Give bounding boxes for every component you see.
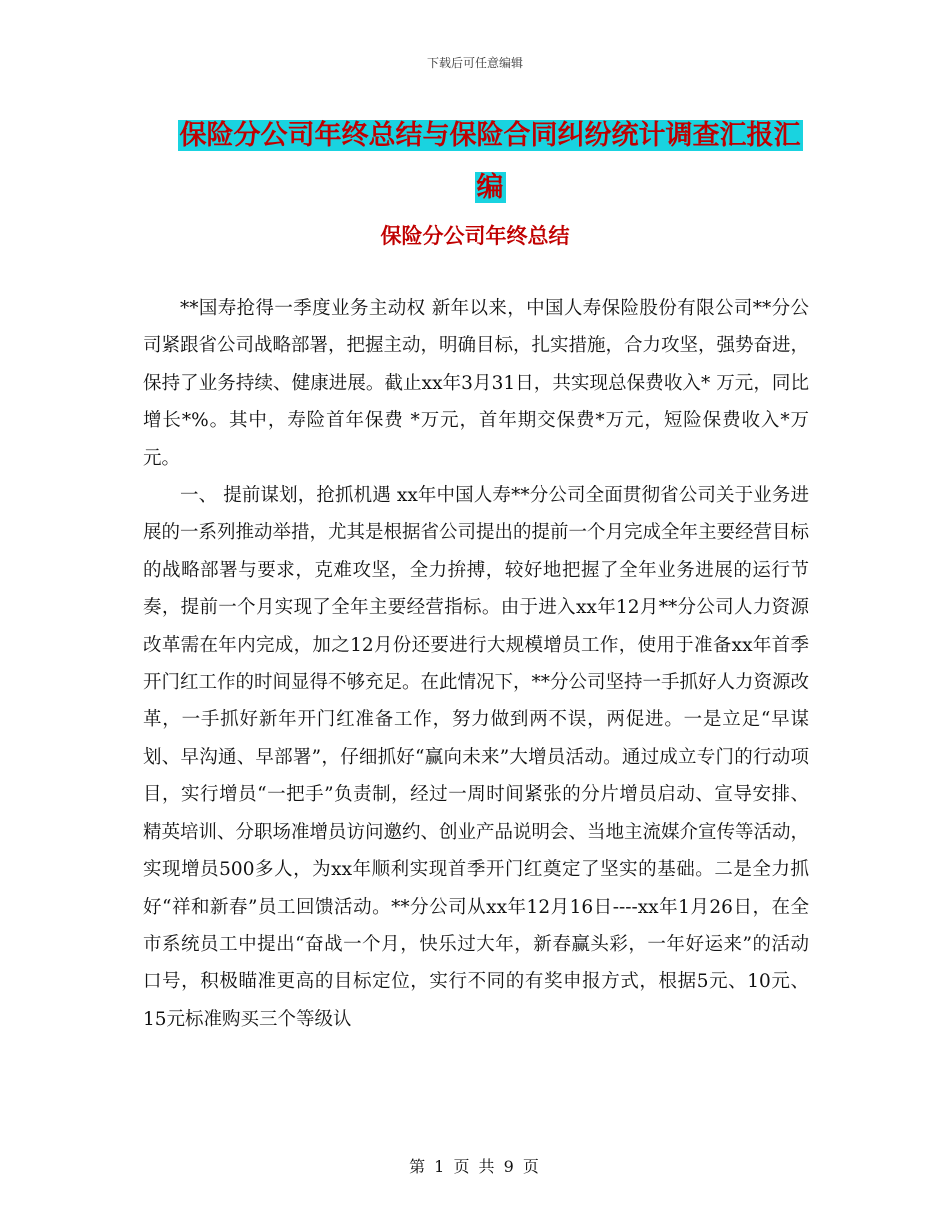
paragraph-intro: **国寿抢得一季度业务主动权 新年以来，中国人寿保险股份有限公司**分公司紧跟省公司战略部署，把握主动，明确目标，扎实措施，合力攻坚，强势奋进，保持了业务持续、健康进展。截止xx年3月31日，共实现总保费收入* 万元，同比增长*%。其中，寿险首年保费 *万元，首年期交保费*万元，短险保费收入*万元。 (143, 298, 810, 469)
section-title: 保险分公司年终总结 (380, 224, 570, 248)
document-title-line1: 保险分公司年终总结与保险合同纠纷统计调查汇报汇 (179, 120, 801, 151)
header-note: 下载后可任意编辑 (426, 56, 523, 70)
document-title (160, 110, 820, 214)
body-text (143, 290, 809, 1038)
paragraph-section-one: 一、 提前谋划，抢抓机遇 xx年中国人寿**分公司全面贯彻省公司关于业务进展的一系列推动举措，尤其是根据省公司提出的提前一个月完成全年主要经营目标的战略部署与要求，克难攻坚，全力拚搏，较好地把握了全年业务进展的运行节奏，提前一个月实现了全年主要经营指标。由于进入xx年12月**分公司人力资源改革需在年内完成，加之12月份还要进行大规模增员工作，使用于准备xx年首季开门红工作的时间显得不够充足。在此情况下，**分公司坚持一手抓好人力资源改革，一手抓好新年开门红准备工作，努力做到两不误，两促进。一是立足“早谋划、早沟通、早部署”，仔细抓好“赢向未来”大增员活动。通过成立专门的行动项目，实行增员“一把手”负责制，经过一周时间紧张的分片增员启动、宣导安排、精英培训、分职场准增员访问邀约、创业产品说明会、当地主流媒介宣传等活动，实现增员500多人，为xx年顺利实现首季开门红奠定了坚实的基础。二是全力抓好“祥和新春”员工回馈活动。**分公司从xx年12月16日----xx年1月26日，在全市系统员工中提出“奋战一个月，快乐过大年，新春赢头彩，一年好运来”的活动口号，积极瞄准更高的目标定位，实行不同的有奖申报方式，根据5元、10元、15元标准购买三个等级认 (143, 485, 810, 1030)
document-title-line2: 编 (476, 172, 504, 203)
page-number-footer: 第 1 页 共 9 页 (409, 1157, 541, 1176)
